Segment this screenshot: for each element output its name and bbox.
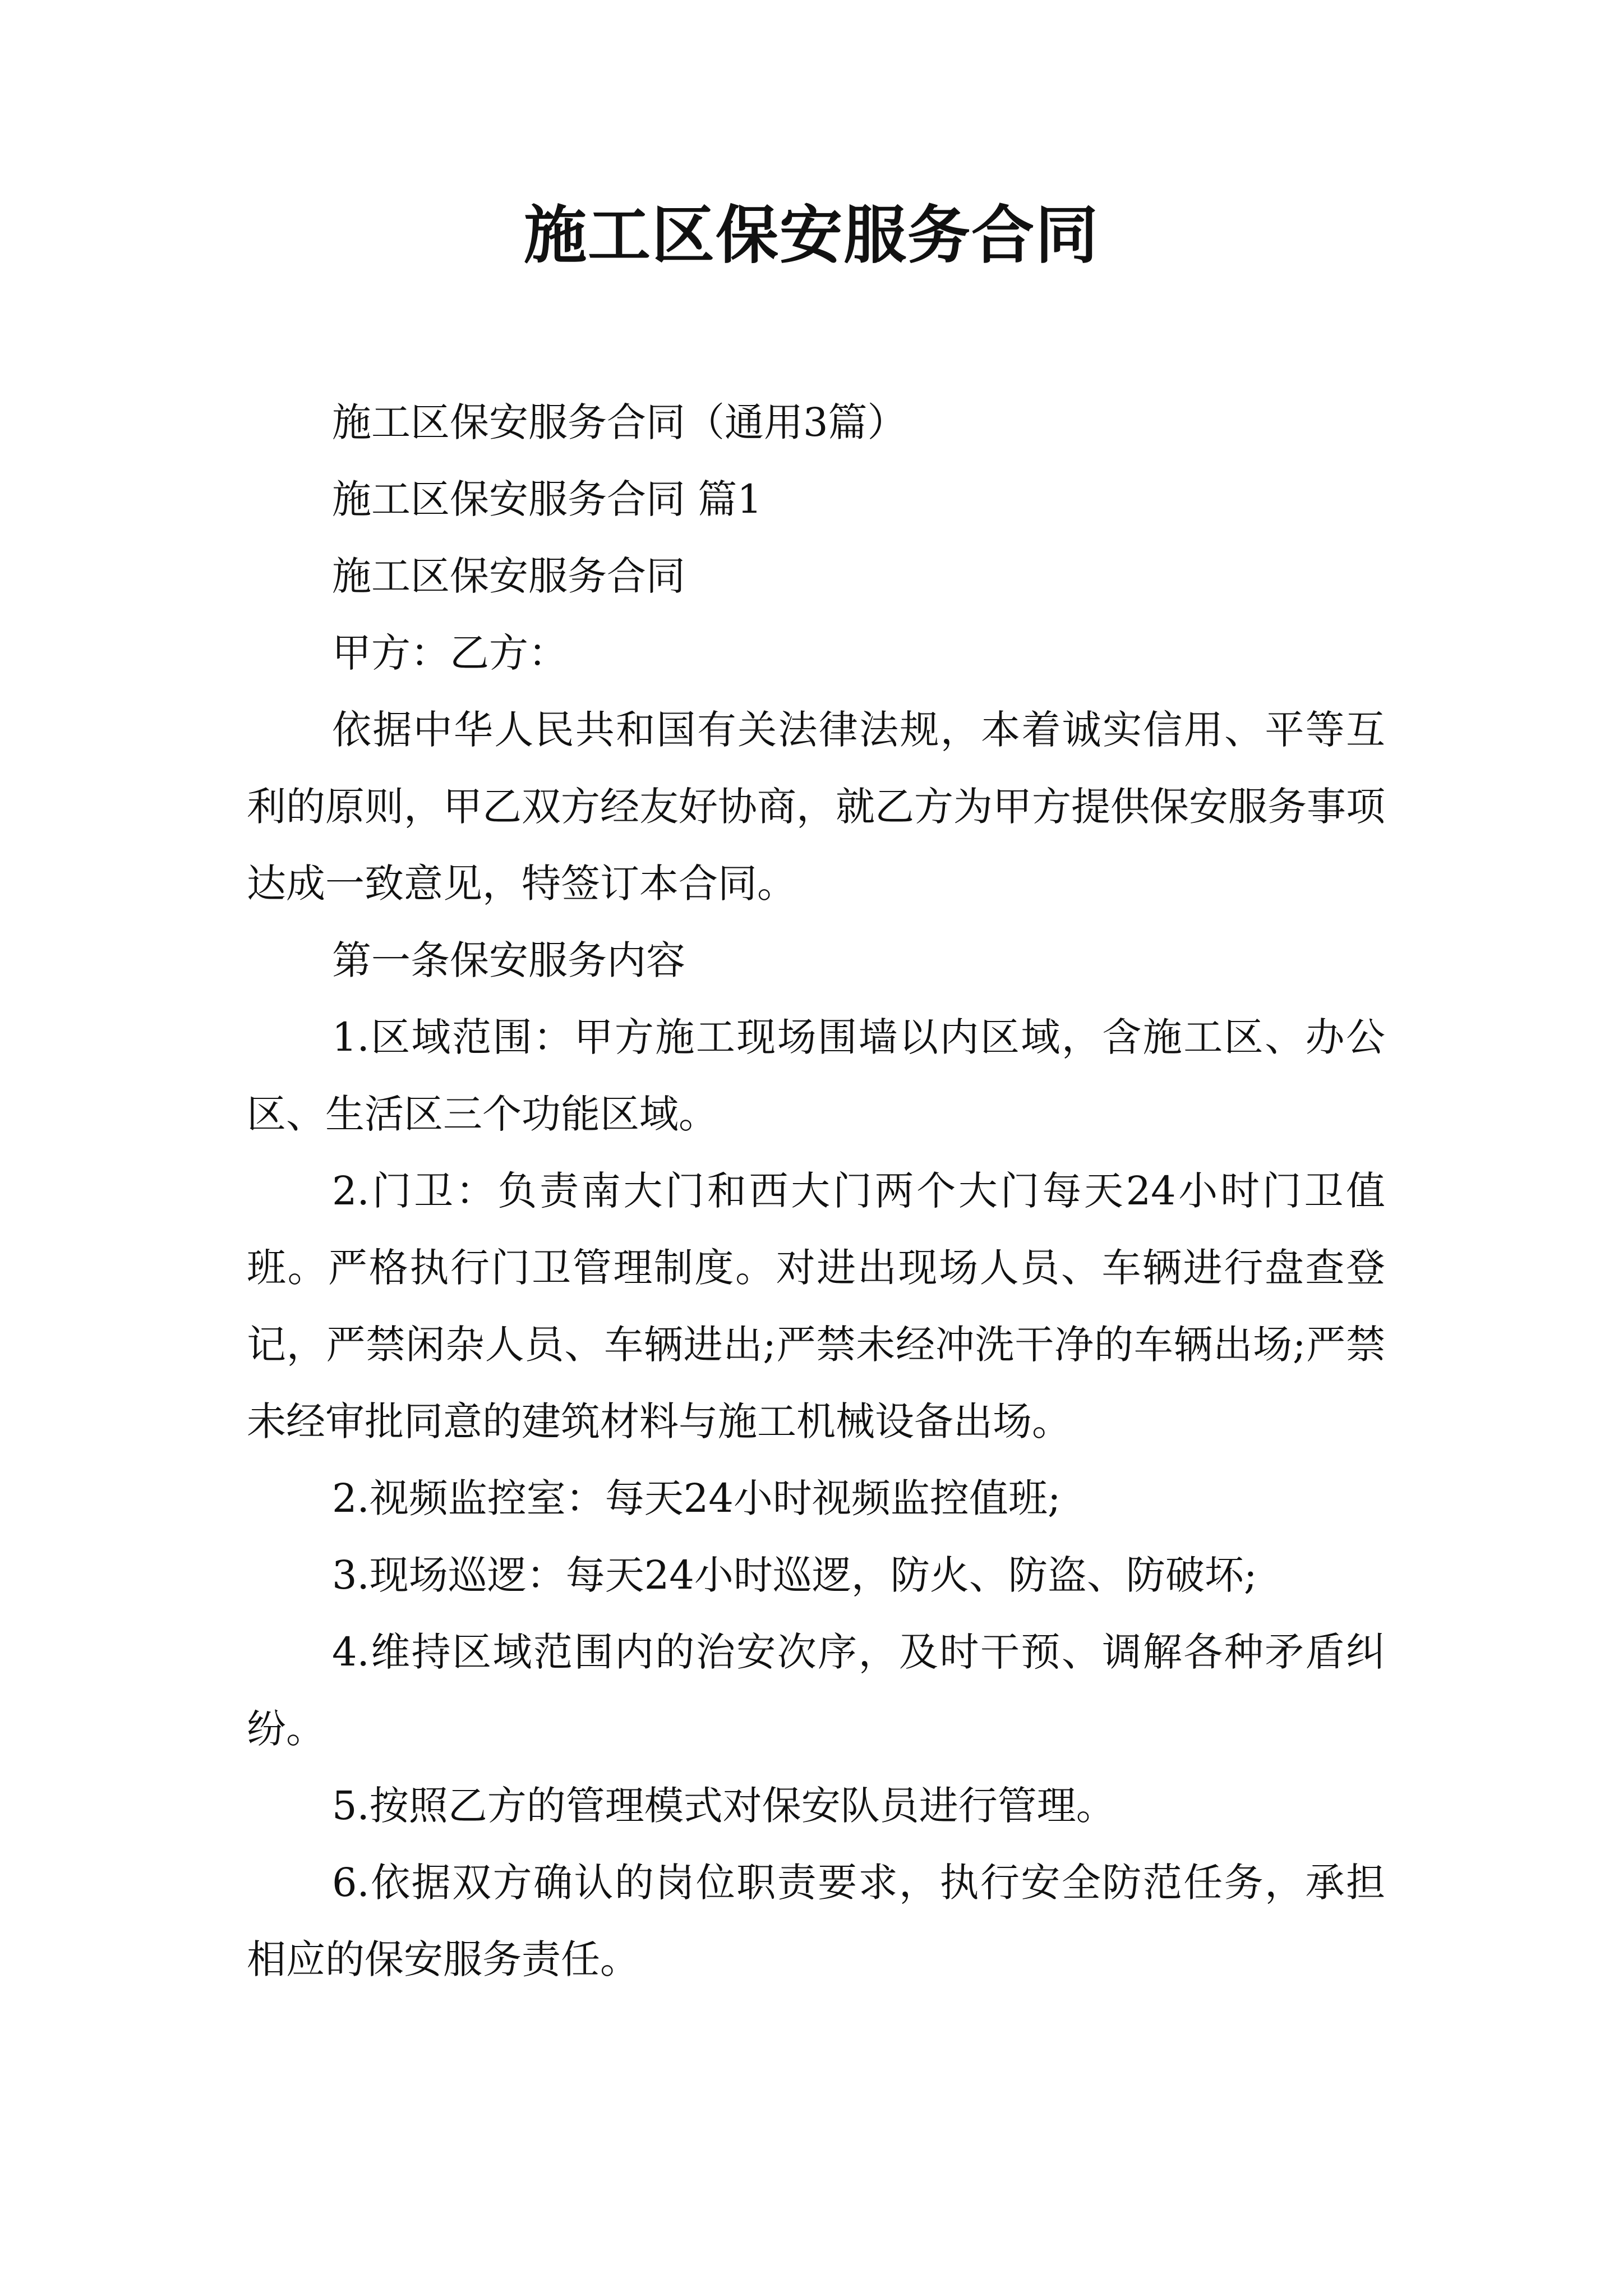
paragraph-item-management: 5.按照乙方的管理模式对保安队员进行管理。 — [332, 1783, 1115, 1829]
paragraph-preamble: 依据中华人民共和国有关法律法规，本着诚实信用、平等互利的原则，甲乙双方经友好协商，就乙方为甲方提供保安服务事项达成一致意见，特签订本合同。 — [247, 707, 1385, 907]
paragraph-parties: 甲方：乙方： — [332, 630, 568, 676]
paragraph-item-area: 1.区域范围：甲方施工现场围墙以内区域，含施工区、办公区、生活区三个功能区域。 — [247, 1014, 1385, 1137]
paragraph-item-duties: 6.依据双方确认的岗位职责要求，执行安全防范任务，承担相应的保安服务责任。 — [247, 1860, 1385, 1982]
paragraph-part-heading: 施工区保安服务合同 篇1 — [332, 476, 762, 522]
document-body — [247, 384, 1385, 1998]
paragraph-subtitle: 施工区保安服务合同（通用3篇） — [332, 399, 907, 445]
paragraph-item-gate: 2.门卫：负责南大门和西大门两个大门每天24小时门卫值班。严格执行门卫管理制度。对进出现场人员、车辆进行盘查登记，严禁闲杂人员、车辆进出;严禁未经冲洗干净的车辆出场;严禁未经审批同意的建筑材料与施工机械设备出场。 — [247, 1168, 1385, 1444]
paragraph-item-order: 4.维持区域范围内的治安次序，及时干预、调解各种矛盾纠纷。 — [247, 1629, 1385, 1752]
document-title: 施工区保安服务合同 — [524, 199, 1099, 272]
paragraph-article-one: 第一条保安服务内容 — [332, 937, 685, 983]
paragraph-item-patrol: 3.现场巡逻：每天24小时巡逻，防火、防盗、防破坏; — [332, 1552, 1257, 1598]
paragraph-item-monitoring: 2.视频监控室：每天24小时视频监控值班; — [332, 1475, 1061, 1521]
paragraph-contract-name: 施工区保安服务合同 — [332, 553, 685, 599]
